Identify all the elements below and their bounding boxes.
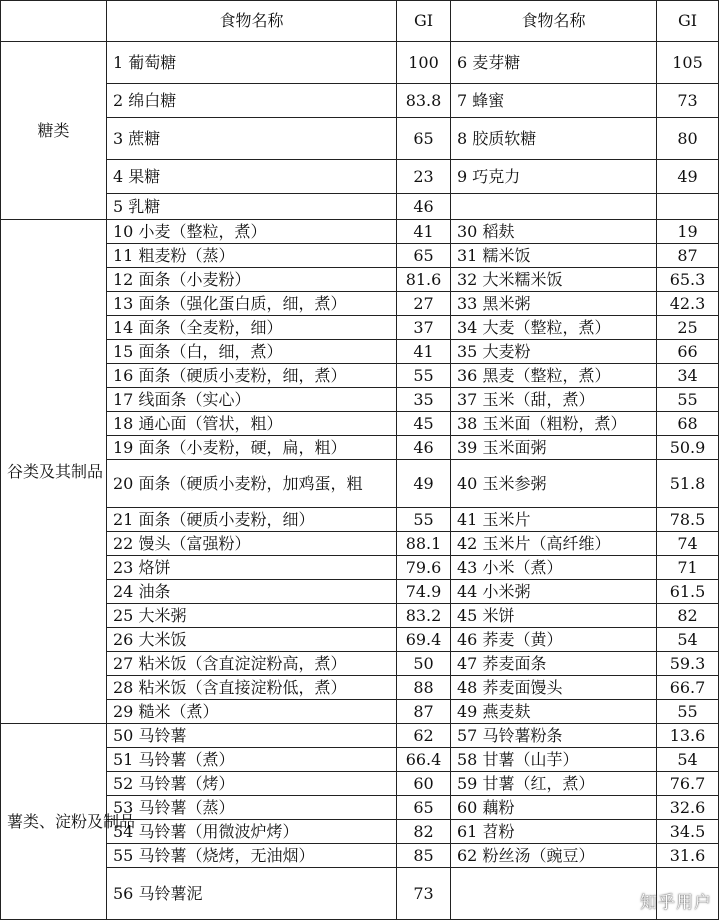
food-name-2: 36 黑麦（整粒，煮） bbox=[451, 364, 657, 388]
food-name: 14 面条（全麦粉，细） bbox=[107, 316, 397, 340]
food-name: 13 面条（强化蛋白质，细，煮） bbox=[107, 292, 397, 316]
table-row bbox=[1, 724, 719, 748]
gi-value: 46 bbox=[397, 436, 451, 460]
table-row bbox=[1, 772, 719, 796]
gi-value-2: 51.8 bbox=[657, 460, 719, 508]
gi-value: 65 bbox=[397, 796, 451, 820]
food-name-2 bbox=[451, 868, 657, 920]
food-name-2: 33 黑米粥 bbox=[451, 292, 657, 316]
food-name-2: 45 米饼 bbox=[451, 604, 657, 628]
food-name-2: 57 马铃薯粉条 bbox=[451, 724, 657, 748]
gi-value-2: 76.7 bbox=[657, 772, 719, 796]
gi-value-2: 66 bbox=[657, 340, 719, 364]
gi-value-2: 55 bbox=[657, 388, 719, 412]
gi-value: 50 bbox=[397, 652, 451, 676]
food-name-2: 60 藕粉 bbox=[451, 796, 657, 820]
food-name-2: 62 粉丝汤（豌豆） bbox=[451, 844, 657, 868]
gi-value: 100 bbox=[397, 42, 451, 84]
gi-value-2: 55 bbox=[657, 700, 719, 724]
gi-value-2: 73 bbox=[657, 84, 719, 118]
food-name-2: 42 玉米片（高纤维） bbox=[451, 532, 657, 556]
table-row bbox=[1, 244, 719, 268]
food-name-2: 44 小米粥 bbox=[451, 580, 657, 604]
gi-value: 73 bbox=[397, 868, 451, 920]
table-row bbox=[1, 868, 719, 920]
table-row bbox=[1, 316, 719, 340]
gi-value: 45 bbox=[397, 412, 451, 436]
table-row bbox=[1, 412, 719, 436]
food-name: 20 面条（硬质小麦粉，加鸡蛋，粗 bbox=[107, 460, 397, 508]
food-name: 54 马铃薯（用微波炉烤） bbox=[107, 820, 397, 844]
table-row bbox=[1, 652, 719, 676]
table-row bbox=[1, 580, 719, 604]
food-name-2: 49 燕麦麸 bbox=[451, 700, 657, 724]
food-name-2: 47 荞麦面条 bbox=[451, 652, 657, 676]
food-name-2: 39 玉米面粥 bbox=[451, 436, 657, 460]
table-row bbox=[1, 844, 719, 868]
gi-value: 88.1 bbox=[397, 532, 451, 556]
gi-value: 85 bbox=[397, 844, 451, 868]
header-food-name-2: 食物名称 bbox=[451, 1, 657, 42]
food-name-2: 35 大麦粉 bbox=[451, 340, 657, 364]
category-grain: 谷类及其制品 bbox=[1, 220, 107, 724]
food-name: 10 小麦（整粒，煮） bbox=[107, 220, 397, 244]
header-category-blank bbox=[1, 1, 107, 42]
gi-value: 41 bbox=[397, 340, 451, 364]
food-name-2: 58 甘薯（山芋） bbox=[451, 748, 657, 772]
gi-value-2: 82 bbox=[657, 604, 719, 628]
table-row bbox=[1, 364, 719, 388]
food-name: 16 面条（硬质小麦粉，细，煮） bbox=[107, 364, 397, 388]
gi-value: 69.4 bbox=[397, 628, 451, 652]
gi-value-2 bbox=[657, 194, 719, 220]
food-name: 52 马铃薯（烤） bbox=[107, 772, 397, 796]
food-name-2: 6 麦芽糖 bbox=[451, 42, 657, 84]
gi-value-2: 87 bbox=[657, 244, 719, 268]
table-row bbox=[1, 268, 719, 292]
food-name: 17 线面条（实心） bbox=[107, 388, 397, 412]
header-gi-2: GI bbox=[657, 1, 719, 42]
gi-value: 23 bbox=[397, 160, 451, 194]
table-body bbox=[1, 42, 719, 920]
gi-value-2: 54 bbox=[657, 748, 719, 772]
gi-value-2: 34 bbox=[657, 364, 719, 388]
table-row bbox=[1, 436, 719, 460]
food-name: 15 面条（白，细，煮） bbox=[107, 340, 397, 364]
food-name: 56 马铃薯泥 bbox=[107, 868, 397, 920]
gi-value: 60 bbox=[397, 772, 451, 796]
food-name-2: 9 巧克力 bbox=[451, 160, 657, 194]
table-row bbox=[1, 118, 719, 160]
gi-value-2: 34.5 bbox=[657, 820, 719, 844]
gi-value-2: 78.5 bbox=[657, 508, 719, 532]
food-name-2: 61 苕粉 bbox=[451, 820, 657, 844]
gi-value-2: 105 bbox=[657, 42, 719, 84]
food-name: 1 葡萄糖 bbox=[107, 42, 397, 84]
table-row bbox=[1, 676, 719, 700]
food-name-2: 38 玉米面（粗粉，煮） bbox=[451, 412, 657, 436]
food-name: 25 大米粥 bbox=[107, 604, 397, 628]
gi-value: 82 bbox=[397, 820, 451, 844]
food-name: 55 马铃薯（烧烤，无油烟） bbox=[107, 844, 397, 868]
gi-value-2: 74 bbox=[657, 532, 719, 556]
food-name: 4 果糖 bbox=[107, 160, 397, 194]
food-name-2: 7 蜂蜜 bbox=[451, 84, 657, 118]
gi-value-2: 13.6 bbox=[657, 724, 719, 748]
gi-value-2: 25 bbox=[657, 316, 719, 340]
gi-value-2: 49 bbox=[657, 160, 719, 194]
food-name-2: 40 玉米参粥 bbox=[451, 460, 657, 508]
header-row bbox=[1, 1, 719, 42]
food-name: 19 面条（小麦粉，硬，扁，粗） bbox=[107, 436, 397, 460]
table-row bbox=[1, 532, 719, 556]
gi-value: 55 bbox=[397, 508, 451, 532]
food-name: 29 糙米（煮） bbox=[107, 700, 397, 724]
food-name: 22 馒头（富强粉） bbox=[107, 532, 397, 556]
table-row bbox=[1, 220, 719, 244]
food-name: 26 大米饭 bbox=[107, 628, 397, 652]
gi-value: 66.4 bbox=[397, 748, 451, 772]
food-name: 50 马铃薯 bbox=[107, 724, 397, 748]
header-food-name: 食物名称 bbox=[107, 1, 397, 42]
table-row bbox=[1, 556, 719, 580]
food-name-2: 41 玉米片 bbox=[451, 508, 657, 532]
gi-value-2: 80 bbox=[657, 118, 719, 160]
gi-value: 55 bbox=[397, 364, 451, 388]
category-sugar: 糖类 bbox=[1, 42, 107, 220]
gi-value: 35 bbox=[397, 388, 451, 412]
gi-value-2: 71 bbox=[657, 556, 719, 580]
header-gi: GI bbox=[397, 1, 451, 42]
table-row bbox=[1, 42, 719, 84]
gi-value-2: 32.6 bbox=[657, 796, 719, 820]
food-name-2: 48 荞麦面馒头 bbox=[451, 676, 657, 700]
gi-value-2: 19 bbox=[657, 220, 719, 244]
food-name: 12 面条（小麦粉） bbox=[107, 268, 397, 292]
food-name: 11 粗麦粉（蒸） bbox=[107, 244, 397, 268]
table-row bbox=[1, 508, 719, 532]
table-row bbox=[1, 84, 719, 118]
table-row bbox=[1, 194, 719, 220]
food-name: 5 乳糖 bbox=[107, 194, 397, 220]
gi-value: 46 bbox=[397, 194, 451, 220]
gi-value-2: 65.3 bbox=[657, 268, 719, 292]
gi-value: 79.6 bbox=[397, 556, 451, 580]
gi-value: 87 bbox=[397, 700, 451, 724]
gi-value: 83.2 bbox=[397, 604, 451, 628]
table-row bbox=[1, 700, 719, 724]
food-name-2: 37 玉米（甜，煮） bbox=[451, 388, 657, 412]
watermark-text: 知乎用户 bbox=[640, 893, 712, 913]
gi-value-2: 54 bbox=[657, 628, 719, 652]
gi-value: 83.8 bbox=[397, 84, 451, 118]
gi-value-2: 68 bbox=[657, 412, 719, 436]
food-name: 18 通心面（管状，粗） bbox=[107, 412, 397, 436]
gi-value: 65 bbox=[397, 244, 451, 268]
food-name: 3 蔗糖 bbox=[107, 118, 397, 160]
food-name-2: 31 糯米饭 bbox=[451, 244, 657, 268]
gi-value: 62 bbox=[397, 724, 451, 748]
food-name-2: 30 稻麸 bbox=[451, 220, 657, 244]
gi-value-2: 59.3 bbox=[657, 652, 719, 676]
gi-value: 88 bbox=[397, 676, 451, 700]
table-row bbox=[1, 628, 719, 652]
food-name-2 bbox=[451, 194, 657, 220]
gi-value: 49 bbox=[397, 460, 451, 508]
food-name: 2 绵白糖 bbox=[107, 84, 397, 118]
food-name: 21 面条（硬质小麦粉，细） bbox=[107, 508, 397, 532]
food-name-2: 59 甘薯（红，煮） bbox=[451, 772, 657, 796]
gi-value-2: 66.7 bbox=[657, 676, 719, 700]
gi-value-2: 31.6 bbox=[657, 844, 719, 868]
gi-value-2: 61.5 bbox=[657, 580, 719, 604]
gi-value: 27 bbox=[397, 292, 451, 316]
food-name-2: 34 大麦（整粒，煮） bbox=[451, 316, 657, 340]
table-row bbox=[1, 292, 719, 316]
food-name: 27 粘米饭（含直淀淀粉高，煮） bbox=[107, 652, 397, 676]
food-name: 53 马铃薯（蒸） bbox=[107, 796, 397, 820]
category-tuber: 薯类、淀粉及制品 bbox=[1, 724, 107, 920]
gi-value: 37 bbox=[397, 316, 451, 340]
gi-value: 74.9 bbox=[397, 580, 451, 604]
table-row bbox=[1, 160, 719, 194]
food-name: 24 油条 bbox=[107, 580, 397, 604]
table-row bbox=[1, 748, 719, 772]
food-name: 23 烙饼 bbox=[107, 556, 397, 580]
gi-value-2: 42.3 bbox=[657, 292, 719, 316]
food-name: 28 粘米饭（含直接淀粉低，煮） bbox=[107, 676, 397, 700]
gi-value: 65 bbox=[397, 118, 451, 160]
gi-value: 81.6 bbox=[397, 268, 451, 292]
food-name-2: 8 胶质软糖 bbox=[451, 118, 657, 160]
table-row bbox=[1, 460, 719, 508]
food-name-2: 43 小米（煮） bbox=[451, 556, 657, 580]
gi-value: 41 bbox=[397, 220, 451, 244]
food-name-2: 46 荞麦（黄） bbox=[451, 628, 657, 652]
food-name-2: 32 大米糯米饭 bbox=[451, 268, 657, 292]
table-row bbox=[1, 388, 719, 412]
food-name: 51 马铃薯（煮） bbox=[107, 748, 397, 772]
table-row bbox=[1, 604, 719, 628]
table-row bbox=[1, 340, 719, 364]
gi-value-2: 50.9 bbox=[657, 436, 719, 460]
